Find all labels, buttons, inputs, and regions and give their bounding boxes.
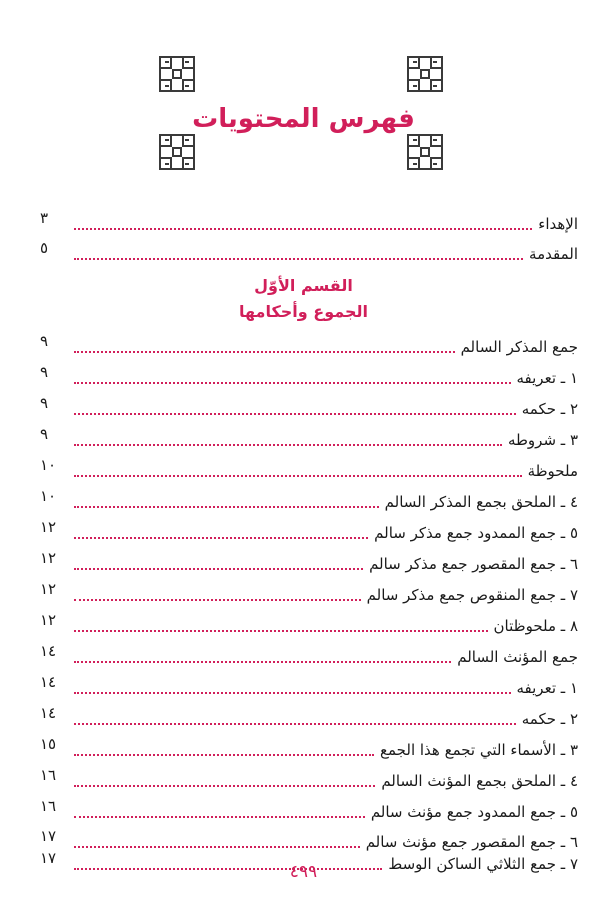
toc-entry[interactable] xyxy=(40,208,578,234)
toc-entry-label: ٨ ـ ملحوظتان xyxy=(493,617,578,635)
toc-entry[interactable] xyxy=(40,517,578,543)
toc-entry[interactable] xyxy=(40,486,578,512)
toc-leader-dots xyxy=(74,798,365,818)
toc-entry-label: جمع المذكر السالم xyxy=(460,338,578,356)
toc-leader-dots xyxy=(74,240,523,260)
toc-entry[interactable] xyxy=(40,424,578,450)
toc-entry-label: ٣ ـ شروطه xyxy=(507,431,578,449)
toc-entry-label: ٢ ـ حكمه xyxy=(521,400,578,418)
toc-entry-page: ١٦ xyxy=(40,797,57,815)
toc-entry[interactable] xyxy=(40,703,578,729)
toc-entry[interactable] xyxy=(40,362,578,388)
toc-entry-label: ملحوظة xyxy=(527,462,578,480)
toc-entry-label: ٥ ـ جمع الممدود جمع مؤنث سالم xyxy=(370,803,578,821)
toc-entry-page: ٩ xyxy=(40,394,49,412)
toc-leader-dots xyxy=(74,519,368,539)
ornament-top-left-icon xyxy=(157,54,197,94)
toc-leader-dots xyxy=(74,488,379,508)
toc-leader-dots xyxy=(74,705,516,725)
toc-entry-label: ٤ ـ الملحق بجمع المذكر السالم xyxy=(384,493,578,511)
toc-entry-page: ٥ xyxy=(40,239,49,257)
toc-leader-dots xyxy=(74,828,360,848)
toc-entry-page: ١٤ xyxy=(40,673,57,691)
toc-entry[interactable] xyxy=(40,393,578,419)
toc-entry[interactable] xyxy=(40,331,578,357)
toc-entry-label: ٤ ـ الملحق بجمع المؤنث السالم xyxy=(381,772,578,790)
toc-entry[interactable] xyxy=(40,610,578,636)
toc-entry-label: ٢ ـ حكمه xyxy=(521,710,578,728)
toc-leader-dots xyxy=(74,550,363,570)
toc-leader-dots xyxy=(74,395,516,415)
section-part: القسم الأوّل xyxy=(254,276,353,295)
toc-entry-page: ٩ xyxy=(40,363,49,381)
toc-entry-label: ٥ ـ جمع الممدود جمع مذكر سالم xyxy=(374,524,578,542)
toc-entry-page: ١٤ xyxy=(40,704,57,722)
toc-entry-page: ١٦ xyxy=(40,766,57,784)
toc-entry-label: ٦ ـ جمع المقصور جمع مذكر سالم xyxy=(369,555,578,573)
toc-entry-page: ١٧ xyxy=(40,827,57,845)
toc-entry-page: ١٢ xyxy=(40,518,57,536)
toc-entry-label: ٦ ـ جمع المقصور جمع مؤنث سالم xyxy=(365,833,578,851)
toc-entry-page: ١٧ xyxy=(40,849,57,867)
toc-entry-page: ١٢ xyxy=(40,580,57,598)
toc-entry-label: ٧ ـ جمع المنقوص جمع مذكر سالم xyxy=(366,586,578,604)
toc-entry-label: جمع المؤنث السالم xyxy=(457,648,578,666)
page-number: ٤٩٩ xyxy=(289,862,318,882)
toc-leader-dots xyxy=(74,643,451,663)
toc-entry[interactable] xyxy=(40,548,578,574)
page-title: فهرس المحتويات xyxy=(192,104,415,134)
toc-entry-label: الإهداء xyxy=(538,215,578,233)
toc-entry-page: ١٥ xyxy=(40,735,57,753)
toc-entry[interactable] xyxy=(40,579,578,605)
section-heading: الجموع وأحكامها xyxy=(238,302,369,321)
toc-leader-dots xyxy=(74,333,455,353)
toc-entry-label: المقدمة xyxy=(529,245,578,263)
toc-leader-dots xyxy=(74,767,375,787)
toc-entry-page: ٩ xyxy=(40,332,49,350)
toc-entry-page: ١٢ xyxy=(40,549,57,567)
toc-entry[interactable] xyxy=(40,734,578,760)
toc-leader-dots xyxy=(74,612,488,632)
toc-entry-label: ١ ـ تعريفه xyxy=(516,369,578,387)
toc-leader-dots xyxy=(74,457,522,477)
toc-leader-dots xyxy=(74,364,511,384)
ornament-top-right-icon xyxy=(405,54,445,94)
toc-entry[interactable] xyxy=(40,455,578,481)
toc-entry-page: ٣ xyxy=(40,209,49,227)
toc-entry[interactable] xyxy=(40,672,578,698)
toc-entry-page: ٩ xyxy=(40,425,49,443)
toc-entry-page: ١٢ xyxy=(40,611,57,629)
ornament-bottom-right-icon xyxy=(405,132,445,172)
toc-leader-dots xyxy=(74,674,511,694)
toc-entry[interactable] xyxy=(40,238,578,264)
toc-entry[interactable] xyxy=(40,641,578,667)
toc-entry-label: ١ ـ تعريفه xyxy=(516,679,578,697)
toc-leader-dots xyxy=(74,581,361,601)
ornament-bottom-left-icon xyxy=(157,132,197,172)
toc-entry[interactable] xyxy=(40,796,578,822)
toc-leader-dots xyxy=(74,736,374,756)
toc-leader-dots xyxy=(74,210,532,230)
toc-entry[interactable] xyxy=(40,765,578,791)
toc-entry-page: ١٠ xyxy=(40,456,57,474)
toc-entry-page: ١٠ xyxy=(40,487,57,505)
toc-leader-dots xyxy=(74,426,502,446)
toc-entry-label: ٣ ـ الأسماء التي تجمع هذا الجمع xyxy=(380,741,578,759)
toc-entry-page: ١٤ xyxy=(40,642,57,660)
toc-entry-label: ٧ ـ جمع الثلاثي الساكن الوسط xyxy=(388,855,578,873)
